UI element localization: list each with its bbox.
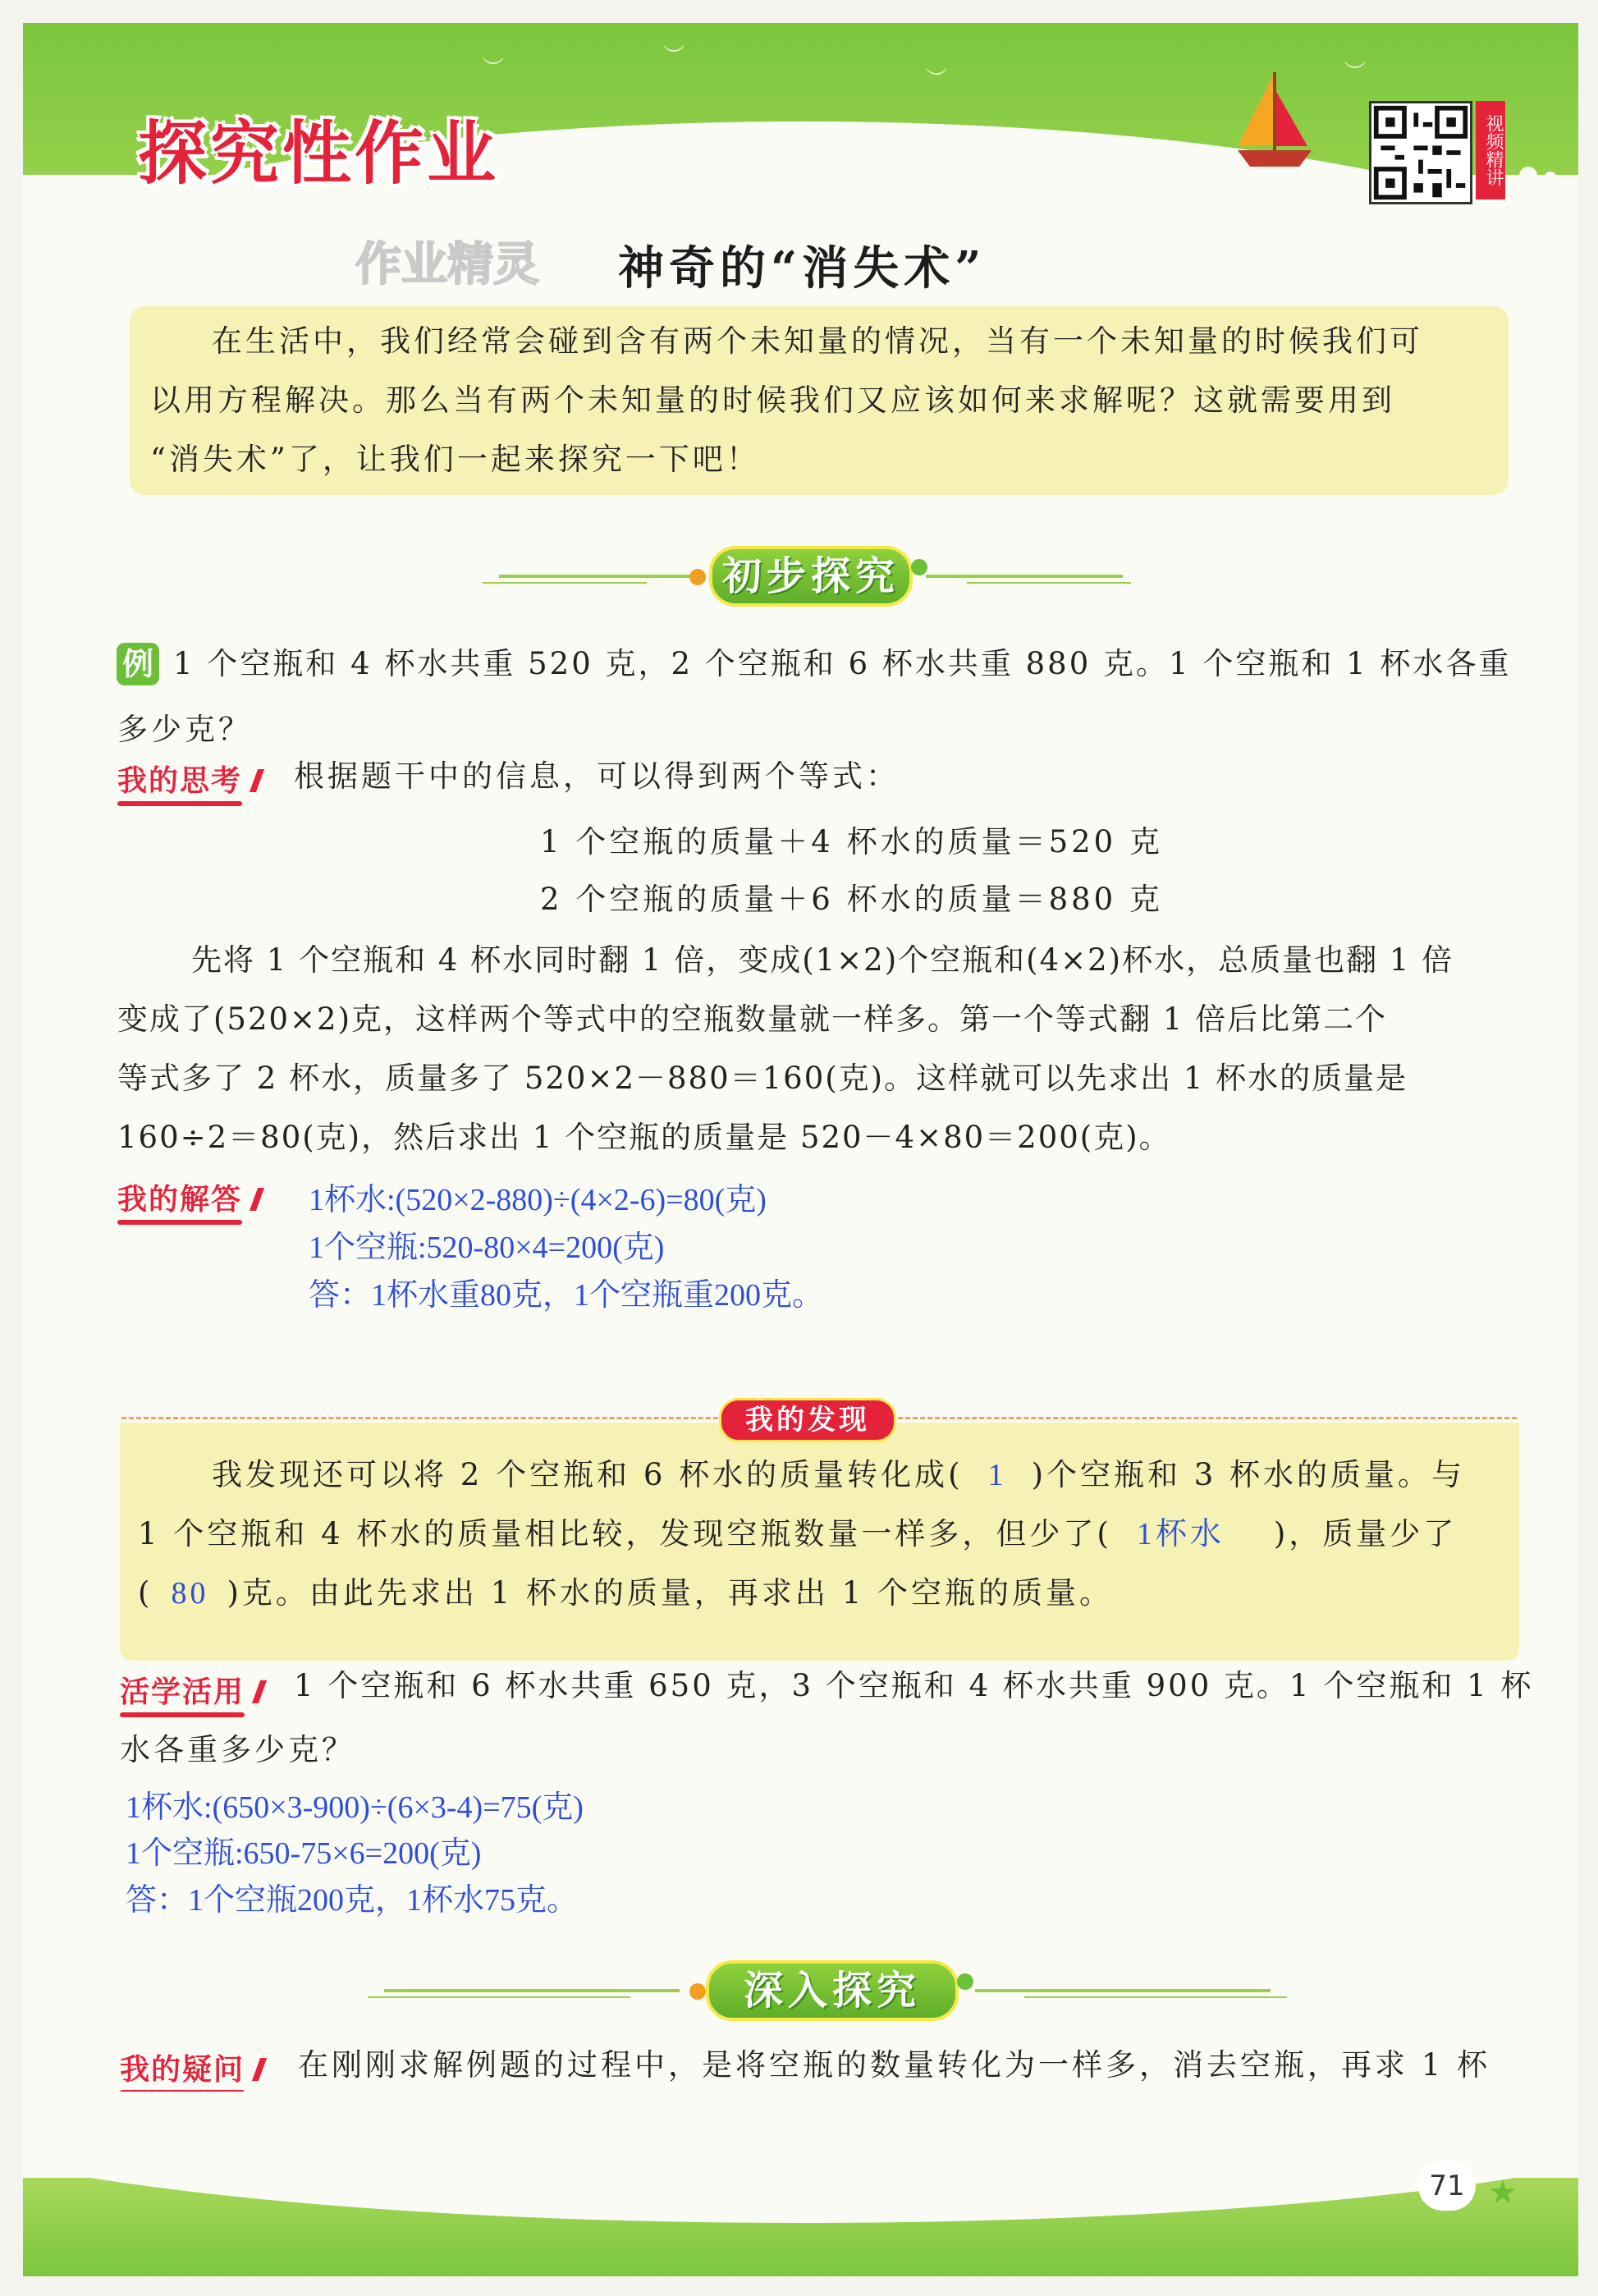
sailboat-icon	[1229, 68, 1320, 175]
section-title-initial: 初步探究	[709, 546, 913, 607]
leaf-icon	[689, 1983, 706, 2000]
leaf-icon	[689, 569, 706, 585]
thinking-line: 160÷2＝80(克)，然后求出 1 个空瓶的质量是 520－4×80＝200(克)。	[117, 1120, 1171, 1155]
page-number: 71	[1418, 2161, 1476, 2211]
thinking-line: 等式多了 2 杯水，质量多了 520×2－880＝160(克)。这样就可以先求出 1 杯水的质量是	[117, 1061, 1408, 1096]
section-title-deep: 深入探究	[706, 1960, 959, 2021]
blank-answer: 80	[171, 1576, 209, 1611]
equation-1: 1 个空瓶的质量＋4 杯水的质量＝520 克	[540, 824, 1163, 859]
answer-line: 1杯水:(520×2-880)÷(4×2-6)=80(克)	[309, 1183, 767, 1217]
example-badge: 例	[117, 643, 159, 685]
blank-answer: 1杯水	[1136, 1517, 1225, 1551]
blank-answer: 1	[987, 1458, 1007, 1492]
leaf-icon	[957, 1973, 973, 1990]
intro-line: 以用方程解决。那么当有两个未知量的时候我们又应该如何来求解呢？这就需要用到	[150, 383, 1395, 418]
answer-line: 答：1杯水重80克，1个空瓶重200克。	[309, 1278, 824, 1313]
tag-apply: 活学活用	[120, 1669, 245, 1711]
discovery-line-1: 我发现还可以将 2 个空瓶和 6 杯水的质量转化成( 1 )个空瓶和 3 杯水的质量。与	[212, 1457, 1466, 1492]
intro-line: 在生活中，我们经常会碰到含有两个未知量的情况，当有一个未知量的时候我们可	[212, 323, 1423, 359]
discovery-line-3: ( 80 )克。由此先求出 1 杯水的质量，再求出 1 个空瓶的质量。	[138, 1575, 1113, 1611]
discovery-line-2: 1 个空瓶和 4 杯水的质量相比较，发现空瓶数量一样多，但少了( 1杯水 )，质量少了	[138, 1516, 1458, 1551]
practice-answer-line: 答：1个空瓶200克，1杯水75克。	[126, 1883, 579, 1918]
page-title: 神奇的“消失术”	[618, 241, 987, 296]
tag-my-answer: 我的解答	[117, 1176, 242, 1218]
tag-my-discovery: 我的发现	[719, 1398, 896, 1442]
page	[23, 23, 1578, 2276]
leaf-icon	[911, 559, 927, 575]
equation-2: 2 个空瓶的质量＋6 杯水的质量＝880 克	[540, 882, 1163, 917]
section-title: 探究性作业	[138, 113, 500, 194]
practice-answer-line: 1个空瓶:650-75×6=200(克)	[126, 1836, 482, 1871]
bird-icon: ︶	[483, 57, 505, 81]
bird-icon: ︶	[663, 44, 685, 69]
bird-icon: ︶	[926, 67, 948, 92]
thinking-line: 变成了(520×2)克，这样两个等式中的空瓶数量就一样多。第一个等式翻 1 倍后比第二个	[117, 1001, 1388, 1037]
thinking-line: 先将 1 个空瓶和 4 杯水同时翻 1 倍，变成(1×2)个空瓶和(4×2)杯水，总质量也翻 1 倍	[191, 942, 1454, 978]
tag-my-question: 我的疑问	[120, 2046, 245, 2088]
question-line: 在刚刚求解例题的过程中，是将空瓶的数量转化为一样多，消去空瓶，再求 1 杯	[298, 2047, 1491, 2083]
section-header-initial	[483, 536, 1139, 610]
star-icon: ★	[1488, 2174, 1518, 2211]
section-title-banner	[138, 99, 499, 198]
answer-line: 1个空瓶:520-80×4=200(克)	[309, 1230, 665, 1265]
qr-label: 视频精讲	[1476, 101, 1505, 199]
thinking-intro: 根据题干中的信息，可以得到两个等式：	[294, 758, 900, 794]
decor-dots	[1513, 167, 1573, 188]
example-line: 1 个空瓶和 4 杯水共重 520 克，2 个空瓶和 6 杯水共重 880 克。1 个空瓶和 1 杯水各重	[173, 646, 1512, 681]
practice-line: 1 个空瓶和 6 杯水共重 650 克，3 个空瓶和 4 杯水共重 900 克。1 个空瓶和 1 杯	[294, 1668, 1534, 1703]
practice-answer-line: 1杯水:(650×3-900)÷(6×3-4)=75(克)	[126, 1790, 584, 1825]
tag-my-thinking: 我的思考	[117, 758, 242, 800]
intro-line: “消失术”了，让我们一起来探究一下吧！	[150, 442, 760, 477]
practice-line: 水各重多少克？	[120, 1732, 355, 1767]
qr-code-icon[interactable]	[1369, 101, 1472, 204]
section-header-deep	[368, 1950, 1295, 2024]
watermark: 作业精灵	[355, 238, 539, 291]
bird-icon: ︶	[1344, 61, 1367, 85]
example-line: 多少克？	[117, 712, 252, 747]
